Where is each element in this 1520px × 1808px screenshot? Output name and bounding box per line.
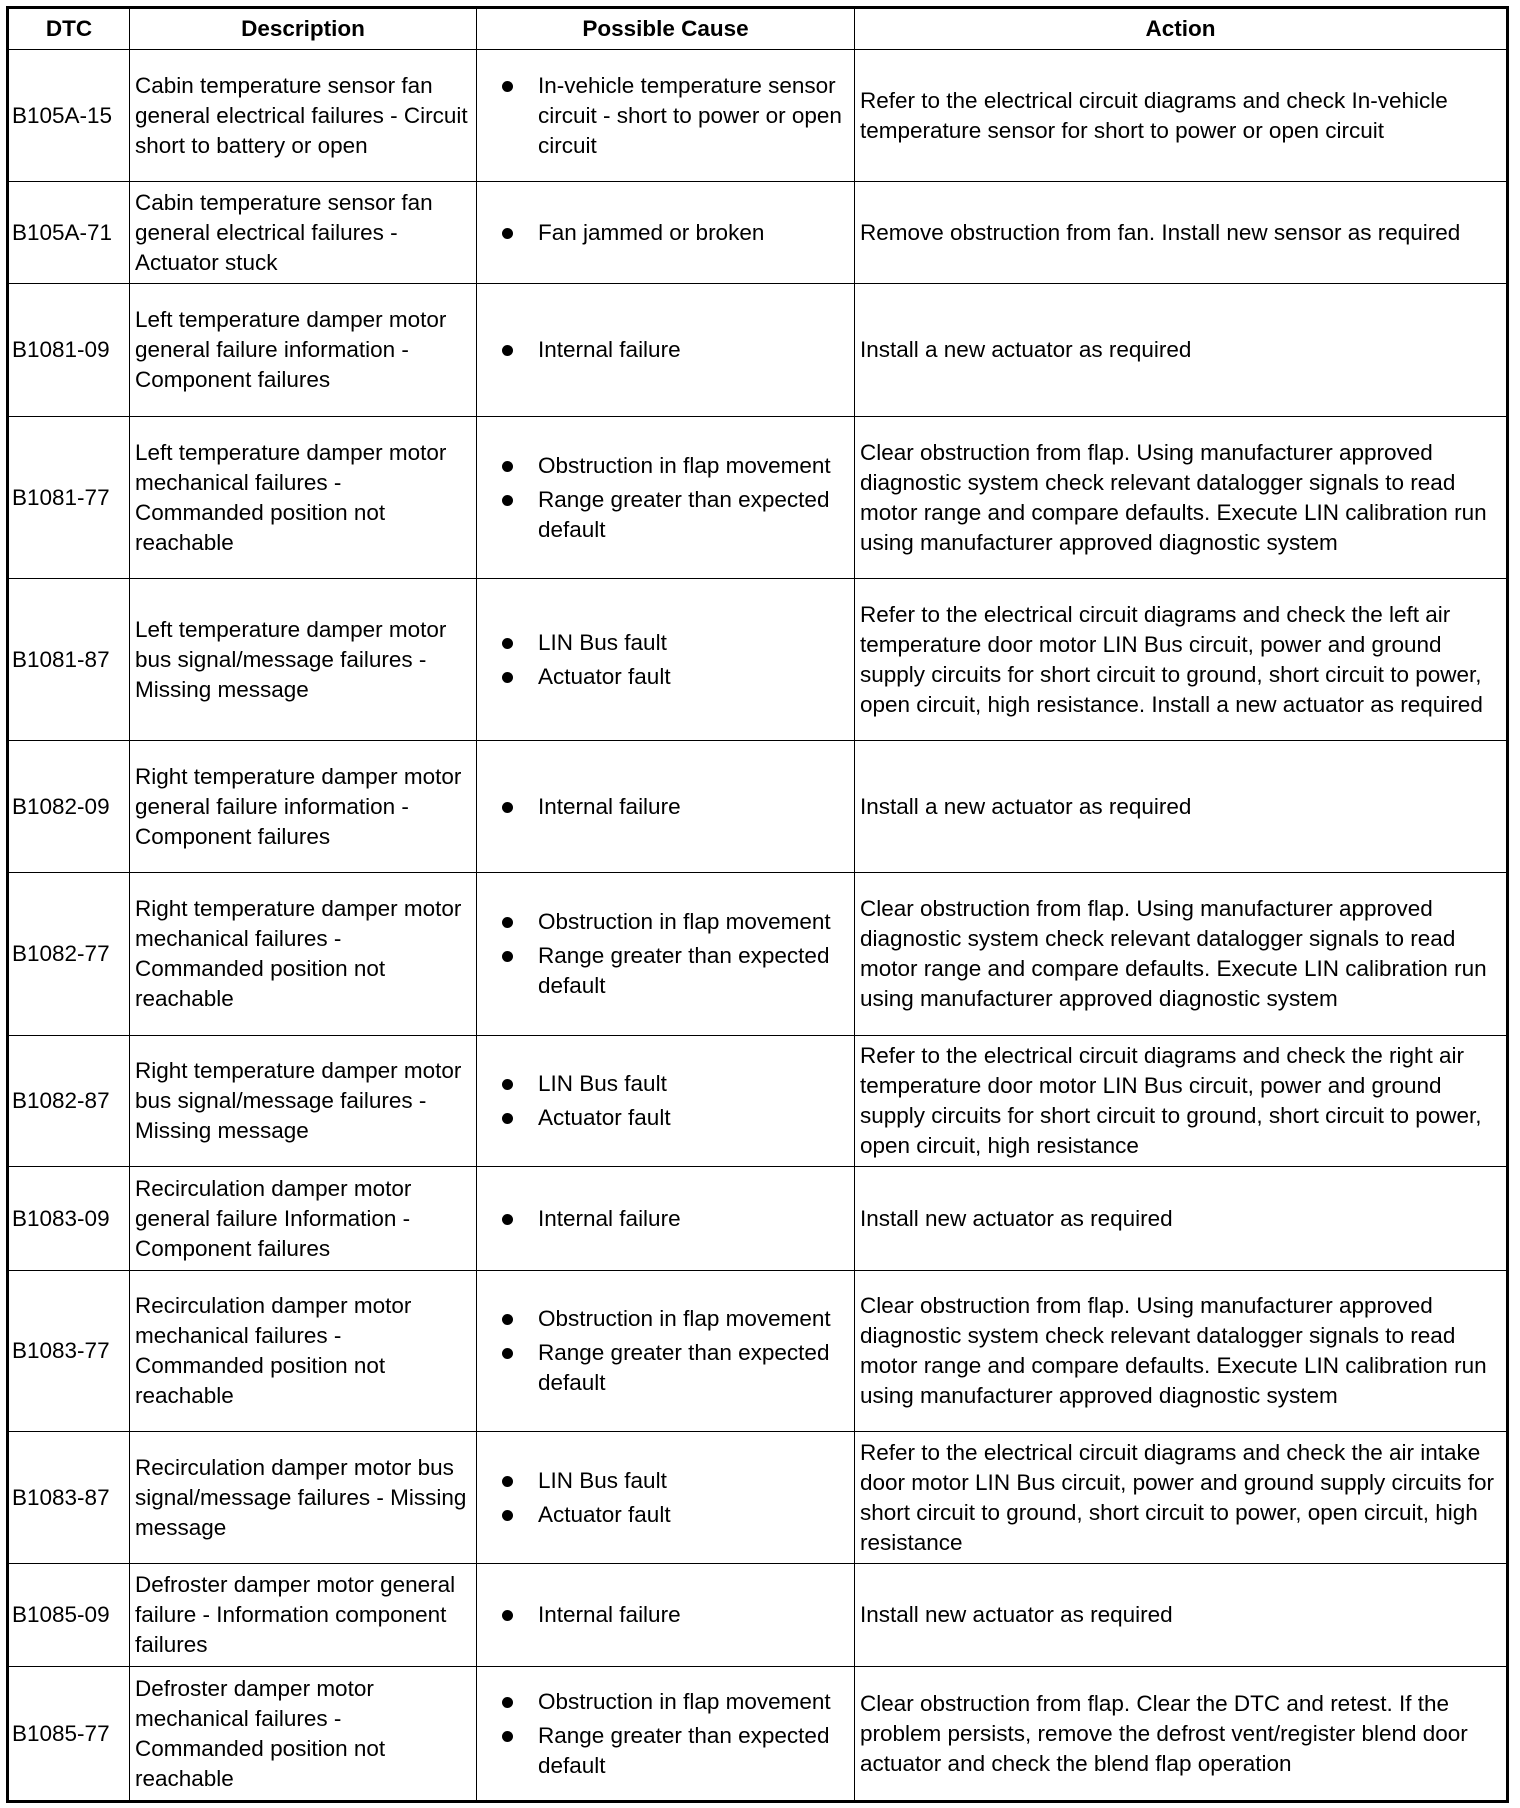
possible-cause-cell [477, 50, 855, 182]
description-cell: Left temperature damper motor mechanical failures - Commanded position not reachable [130, 417, 477, 579]
dtc-code: B1083-77 [8, 1271, 130, 1432]
dtc-code: B1082-87 [8, 1036, 130, 1167]
description-cell: Defroster damper motor mechanical failures - Commanded position not reachable [130, 1667, 477, 1802]
cause-item: In-vehicle temperature sensor circuit - short to power or open circuit [502, 71, 849, 161]
possible-cause-cell [477, 741, 855, 873]
cause-list [482, 628, 849, 692]
action-cell: Install new actuator as required [855, 1167, 1508, 1271]
possible-cause-cell [477, 1564, 855, 1667]
header-description: Description [130, 8, 477, 50]
cause-item: Actuator fault [502, 662, 849, 692]
action-cell: Install new actuator as required [855, 1564, 1508, 1667]
cause-item: Internal failure [502, 335, 849, 365]
possible-cause-cell [477, 284, 855, 417]
table-row [8, 50, 1508, 182]
possible-cause-cell [477, 579, 855, 741]
table-row [8, 1271, 1508, 1432]
cause-item: Internal failure [502, 1600, 849, 1630]
table-row [8, 284, 1508, 417]
dtc-code: B1082-09 [8, 741, 130, 873]
cause-list [482, 71, 849, 161]
cause-item: LIN Bus fault [502, 1069, 849, 1099]
possible-cause-cell [477, 1667, 855, 1802]
description-cell: Cabin temperature sensor fan general electrical failures - Circuit short to battery or open [130, 50, 477, 182]
possible-cause-cell [477, 1432, 855, 1564]
dtc-code: B1083-09 [8, 1167, 130, 1271]
table-row [8, 1036, 1508, 1167]
cause-list [482, 218, 849, 248]
possible-cause-cell [477, 182, 855, 284]
table-row [8, 873, 1508, 1036]
action-cell: Clear obstruction from flap. Clear the DTC and retest. If the problem persists, remove the defrost vent/register blend door actuator and check the blend flap operation [855, 1667, 1508, 1802]
cause-item: Range greater than expected default [502, 1721, 849, 1781]
table-row [8, 1432, 1508, 1564]
dtc-code: B1083-87 [8, 1432, 130, 1564]
cause-list [482, 1687, 849, 1781]
dtc-code: B1085-77 [8, 1667, 130, 1802]
cause-list [482, 1466, 849, 1530]
action-cell: Refer to the electrical circuit diagrams and check In-vehicle temperature sensor for short to power or open circuit [855, 50, 1508, 182]
cause-item: Range greater than expected default [502, 941, 849, 1001]
action-cell: Clear obstruction from flap. Using manufacturer approved diagnostic system check relevant datalogger signals to read motor range and compare defaults. Execute LIN calibration run using manufacturer approved diagnostic system [855, 1271, 1508, 1432]
cause-item: Range greater than expected default [502, 485, 849, 545]
table-row [8, 182, 1508, 284]
cause-item: Obstruction in flap movement [502, 1687, 849, 1717]
cause-item: Obstruction in flap movement [502, 1304, 849, 1334]
cause-item: Obstruction in flap movement [502, 451, 849, 481]
table-row [8, 1667, 1508, 1802]
action-cell: Clear obstruction from flap. Using manufacturer approved diagnostic system check relevant datalogger signals to read motor range and compare defaults. Execute LIN calibration run using manufacturer approved diagnostic system [855, 417, 1508, 579]
cause-list [482, 792, 849, 822]
table-row [8, 1167, 1508, 1271]
header-row [8, 8, 1508, 50]
description-cell: Right temperature damper motor mechanical failures - Commanded position not reachable [130, 873, 477, 1036]
cause-list [482, 1204, 849, 1234]
description-cell: Cabin temperature sensor fan general electrical failures - Actuator stuck [130, 182, 477, 284]
action-cell: Remove obstruction from fan. Install new sensor as required [855, 182, 1508, 284]
dtc-code: B105A-15 [8, 50, 130, 182]
header-possible-cause: Possible Cause [477, 8, 855, 50]
description-cell: Recirculation damper motor mechanical failures - Commanded position not reachable [130, 1271, 477, 1432]
header-action: Action [855, 8, 1508, 50]
action-cell: Refer to the electrical circuit diagrams and check the left air temperature door motor LIN Bus circuit, power and ground supply circuits for short circuit to ground, short circuit to power, open circuit, high resistance. Install a new actuator as required [855, 579, 1508, 741]
header-dtc: DTC [8, 8, 130, 50]
table-row [8, 1564, 1508, 1667]
cause-item: Internal failure [502, 792, 849, 822]
description-cell: Defroster damper motor general failure - Information component failures [130, 1564, 477, 1667]
table-row [8, 741, 1508, 873]
possible-cause-cell [477, 873, 855, 1036]
cause-list [482, 451, 849, 545]
cause-item: Internal failure [502, 1204, 849, 1234]
action-cell: Clear obstruction from flap. Using manufacturer approved diagnostic system check relevant datalogger signals to read motor range and compare defaults. Execute LIN calibration run using manufacturer approved diagnostic system [855, 873, 1508, 1036]
description-cell: Left temperature damper motor general failure information - Component failures [130, 284, 477, 417]
cause-item: Actuator fault [502, 1103, 849, 1133]
dtc-table [6, 6, 1509, 1803]
dtc-code: B1085-09 [8, 1564, 130, 1667]
action-cell: Install a new actuator as required [855, 741, 1508, 873]
cause-list [482, 1304, 849, 1398]
cause-list [482, 335, 849, 365]
cause-item: Actuator fault [502, 1500, 849, 1530]
description-cell: Recirculation damper motor bus signal/message failures - Missing message [130, 1432, 477, 1564]
description-cell: Recirculation damper motor general failure Information - Component failures [130, 1167, 477, 1271]
dtc-code: B1081-87 [8, 579, 130, 741]
cause-list [482, 1069, 849, 1133]
cause-list [482, 907, 849, 1001]
description-cell: Right temperature damper motor general failure information - Component failures [130, 741, 477, 873]
action-cell: Refer to the electrical circuit diagrams and check the right air temperature door motor LIN Bus circuit, power and ground supply circuits for short circuit to ground, short circuit to power, open circuit, high resistance [855, 1036, 1508, 1167]
cause-item: Fan jammed or broken [502, 218, 849, 248]
description-cell: Right temperature damper motor bus signal/message failures - Missing message [130, 1036, 477, 1167]
cause-item: LIN Bus fault [502, 628, 849, 658]
cause-item: LIN Bus fault [502, 1466, 849, 1496]
action-cell: Refer to the electrical circuit diagrams and check the air intake door motor LIN Bus circuit, power and ground supply circuits for short circuit to ground, short circuit to power, open circuit, high resistance [855, 1432, 1508, 1564]
table-row [8, 579, 1508, 741]
dtc-code: B1081-09 [8, 284, 130, 417]
possible-cause-cell [477, 417, 855, 579]
dtc-code: B1082-77 [8, 873, 130, 1036]
cause-item: Obstruction in flap movement [502, 907, 849, 937]
table-row [8, 417, 1508, 579]
possible-cause-cell [477, 1167, 855, 1271]
dtc-code: B1081-77 [8, 417, 130, 579]
dtc-code: B105A-71 [8, 182, 130, 284]
possible-cause-cell [477, 1036, 855, 1167]
cause-list [482, 1600, 849, 1630]
possible-cause-cell [477, 1271, 855, 1432]
description-cell: Left temperature damper motor bus signal/message failures - Missing message [130, 579, 477, 741]
cause-item: Range greater than expected default [502, 1338, 849, 1398]
action-cell: Install a new actuator as required [855, 284, 1508, 417]
